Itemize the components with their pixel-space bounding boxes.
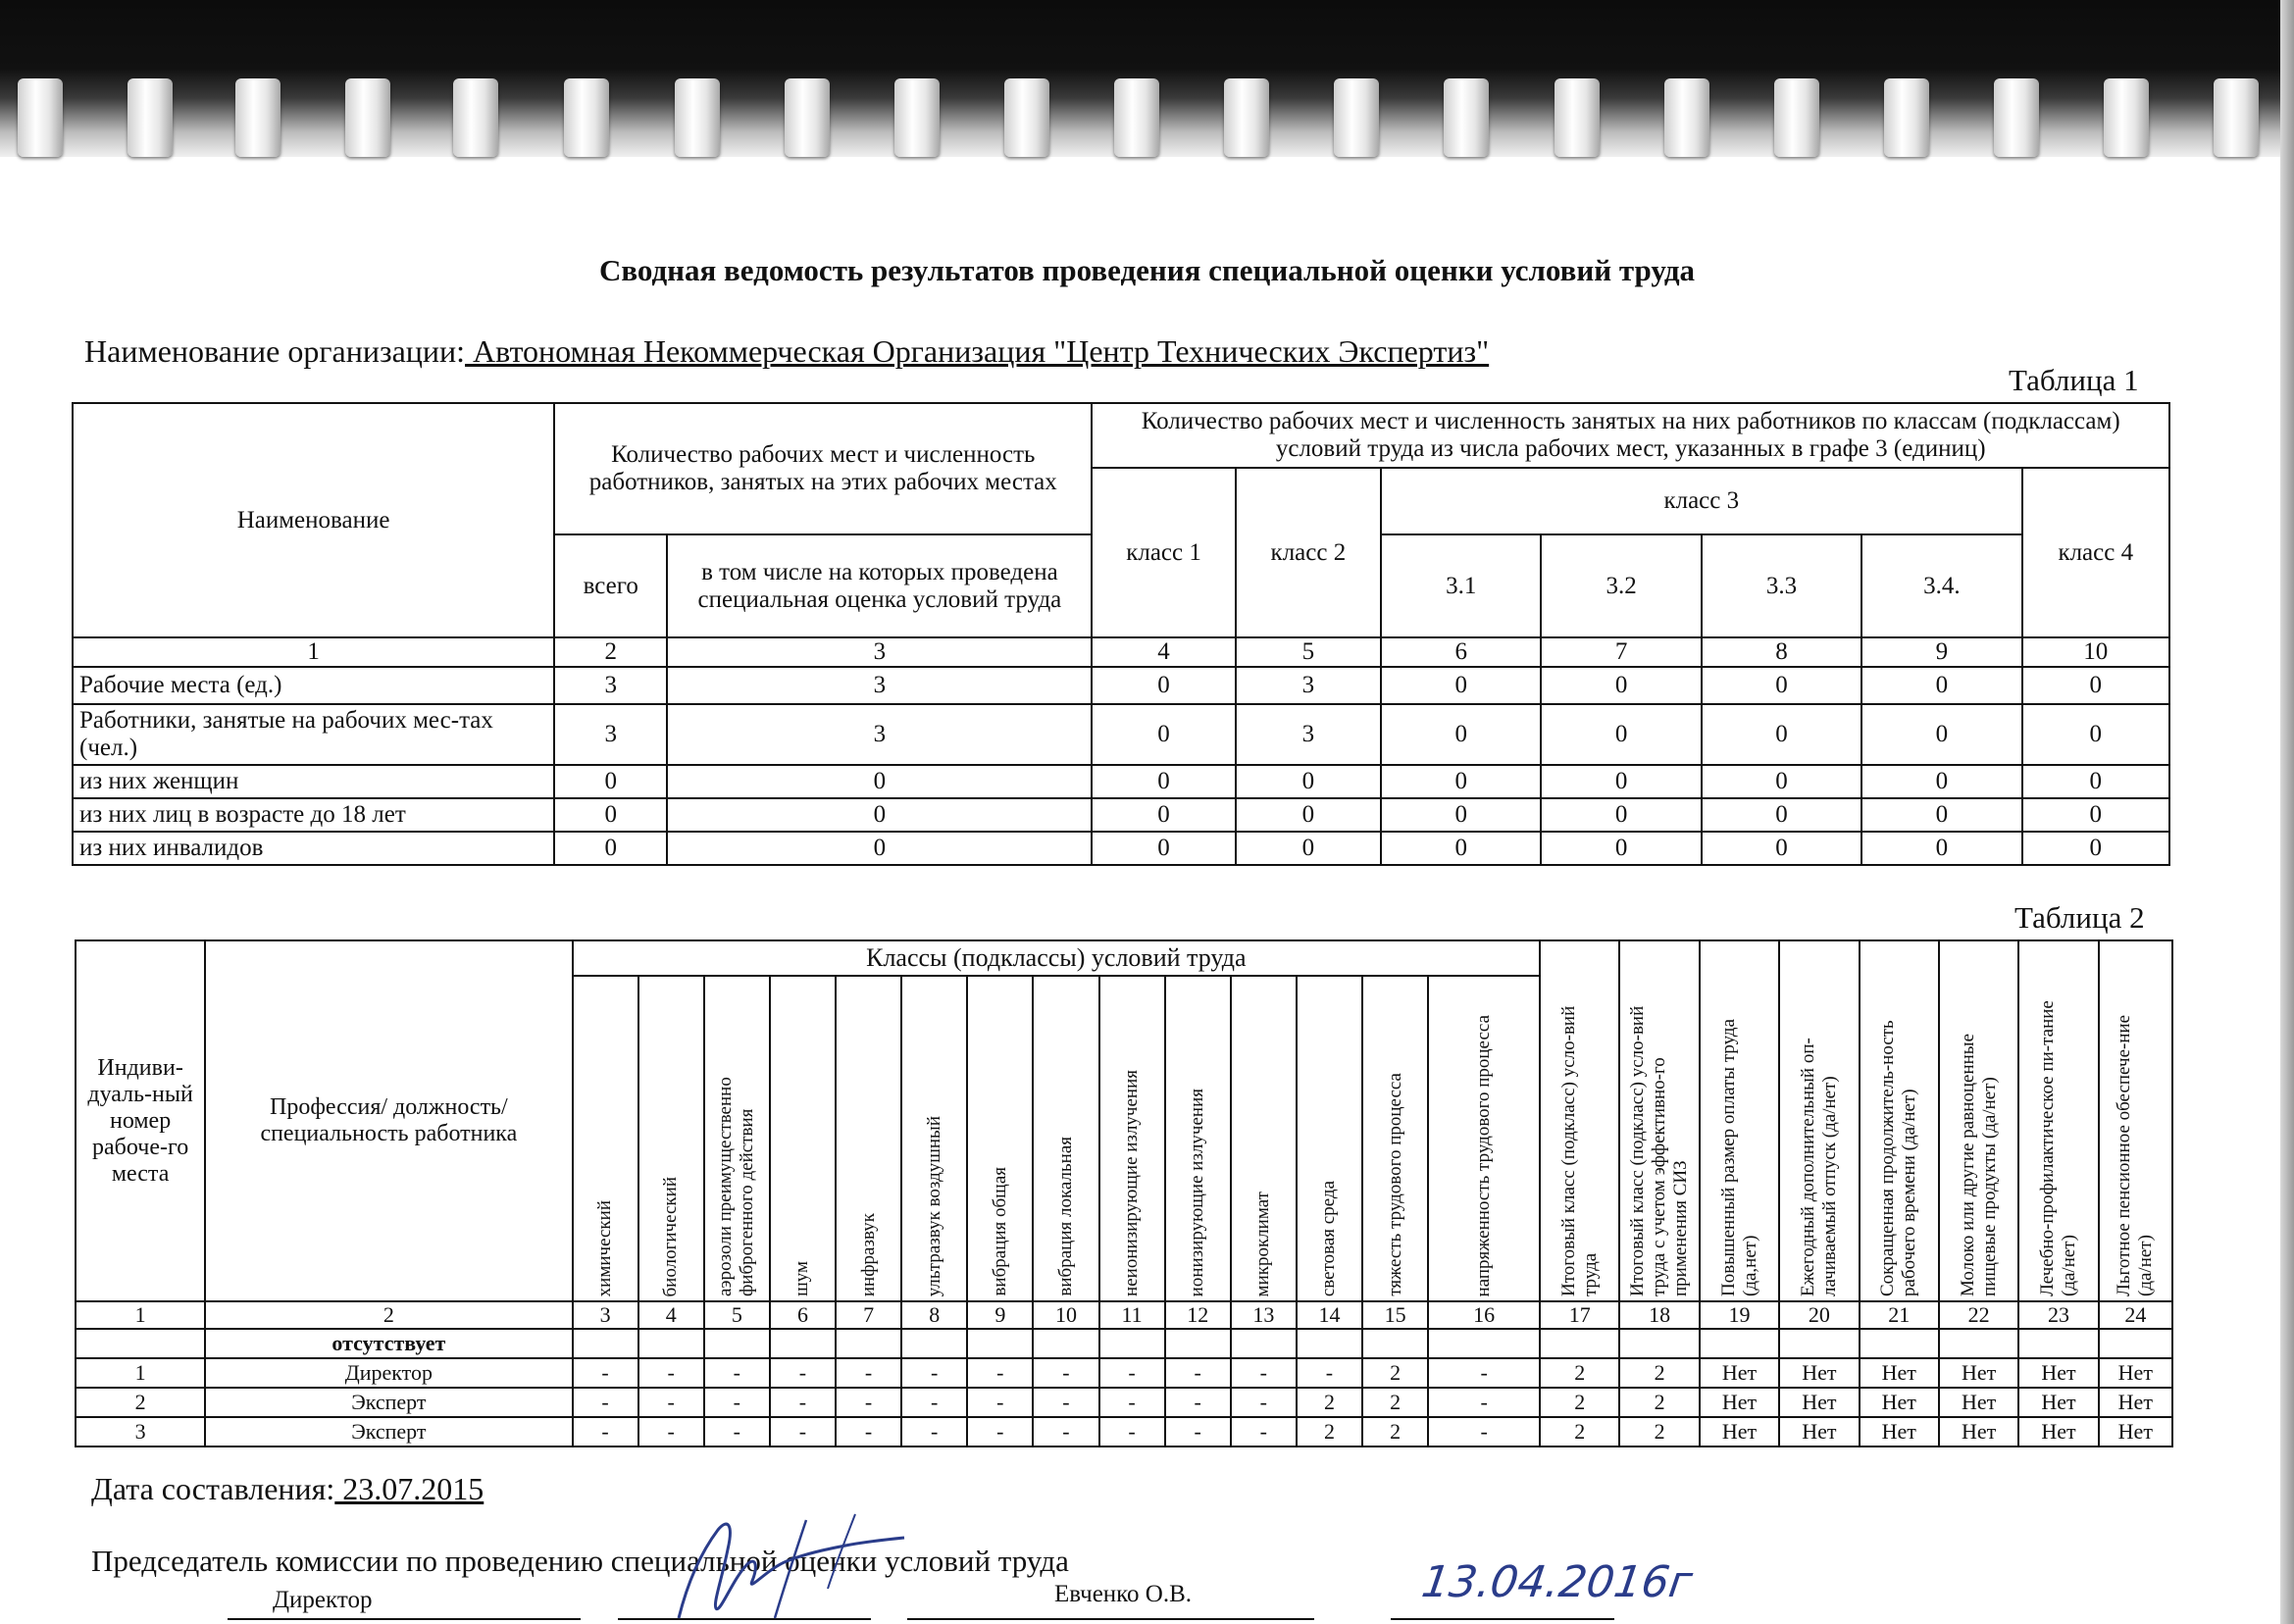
binder-ring	[453, 78, 498, 157]
t2-col-number: 10	[1033, 1301, 1098, 1329]
chair-label: Председатель комиссии по проведению специальной оценки условий труда	[91, 1544, 1069, 1578]
t1-header-name: Наименование	[73, 403, 554, 637]
t2-factor-label: вибрация локальная	[1054, 1137, 1076, 1296]
t2-cell: -	[1231, 1358, 1297, 1388]
t1-cell: 0	[1236, 832, 1381, 865]
t2-header-result	[2018, 940, 2098, 1301]
t2-cell: -	[1297, 1358, 1362, 1388]
t2-factor-header	[1362, 976, 1428, 1301]
name-line	[907, 1618, 1314, 1620]
t1-header-classes-group: Количество рабочих мест и численность занятых на них работников по классам (подклассам) условий труда из числа рабочих мест, указанных в графе 3 (единиц)	[1092, 403, 2169, 468]
t1-col-number: 1	[73, 637, 554, 667]
t2-cell	[770, 1329, 836, 1358]
workplaces-table	[75, 939, 2173, 1447]
t1-cell: 0	[667, 798, 1092, 832]
t1-cell: 0	[1381, 704, 1541, 765]
t2-cell: -	[1428, 1417, 1540, 1446]
binder-ring	[1774, 78, 1819, 157]
binder-ring	[1994, 78, 2039, 157]
summary-table	[72, 402, 2170, 866]
t2-cell: 2	[1540, 1358, 1619, 1388]
t2-cell: Нет	[1779, 1388, 1859, 1417]
t2-factor-label: световая среда	[1318, 1180, 1340, 1296]
t2-factor-header	[638, 976, 704, 1301]
t2-col-number: 8	[901, 1301, 967, 1329]
t2-cell: 2	[1362, 1358, 1428, 1388]
t2-cell: -	[967, 1358, 1033, 1388]
t2-factor-header	[836, 976, 901, 1301]
t2-col-number: 12	[1165, 1301, 1231, 1329]
t2-cell: -	[1231, 1417, 1297, 1446]
t2-result-header: Молоко или другие равноценные пищевые продукты (да/нет)	[1957, 1033, 2000, 1296]
t2-factor-header	[573, 976, 638, 1301]
t1-cell: 0	[1381, 765, 1541, 798]
t2-cell: -	[573, 1358, 638, 1388]
t2-cell	[1700, 1329, 1779, 1358]
t2-result-header: Лечебно-профилактическое пи-тание (да/нет)	[2036, 1000, 2079, 1296]
t1-cell: 0	[1702, 704, 1861, 765]
t2-cell: Нет	[1939, 1358, 2018, 1388]
t1-col-number: 10	[2022, 637, 2169, 667]
t2-cell: -	[1033, 1358, 1098, 1388]
binder-ring	[1224, 78, 1269, 157]
t2-cell: -	[1231, 1388, 1297, 1417]
t2-cell: 2	[1297, 1417, 1362, 1446]
t2-col-number: 6	[770, 1301, 836, 1329]
t2-cell	[76, 1329, 205, 1358]
t2-col-number: 14	[1297, 1301, 1362, 1329]
handwritten-date: 13.04.2016г	[1418, 1557, 1696, 1607]
t2-cell	[2018, 1329, 2098, 1358]
handwritten-signature	[659, 1510, 953, 1624]
t1-cell: 0	[2022, 765, 2169, 798]
t2-result-header: Повышенный размер оплаты труда (да,нет)	[1717, 1018, 1760, 1296]
t1-cell: 0	[554, 798, 667, 832]
t1-cell: 0	[1092, 832, 1235, 865]
t2-col-number: 16	[1428, 1301, 1540, 1329]
t2-factor-header	[901, 976, 967, 1301]
t2-header-result	[1700, 940, 1779, 1301]
t2-cell	[1165, 1329, 1231, 1358]
t1-cell: 0	[2022, 704, 2169, 765]
t2-header-result	[1619, 940, 1699, 1301]
t1-cell: 3	[554, 704, 667, 765]
t2-cell: 2	[1362, 1388, 1428, 1417]
t2-factor-header	[1297, 976, 1362, 1301]
t2-workplace-no: 1	[76, 1358, 205, 1388]
t2-cell: -	[770, 1358, 836, 1388]
t2-cell: Нет	[1779, 1358, 1859, 1388]
t1-cell: 0	[1236, 765, 1381, 798]
t1-header-total: всего	[554, 534, 667, 637]
t2-cell: -	[573, 1388, 638, 1417]
t2-cell	[2099, 1329, 2172, 1358]
t2-cell: -	[1033, 1388, 1098, 1417]
t1-cell: 0	[1381, 667, 1541, 704]
t1-cell: 0	[2022, 667, 2169, 704]
binder-ring	[1884, 78, 1929, 157]
t2-col-number: 1	[76, 1301, 205, 1329]
signer-name: Евченко О.В.	[1054, 1581, 1193, 1607]
table2-caption: Таблица 2	[2014, 900, 2145, 935]
t2-col-number: 20	[1779, 1301, 1859, 1329]
t2-col-number: 17	[1540, 1301, 1619, 1329]
date-value: 23.07.2015	[334, 1471, 484, 1506]
t1-cell: 0	[1092, 798, 1235, 832]
t2-cell: -	[967, 1388, 1033, 1417]
t2-cell	[836, 1329, 901, 1358]
t2-factor-header	[1033, 976, 1098, 1301]
t2-factor-header	[1231, 976, 1297, 1301]
t1-header-sub33: 3.3	[1702, 534, 1861, 637]
t2-cell: 2	[1619, 1388, 1699, 1417]
t2-cell: -	[704, 1358, 770, 1388]
t2-cell: -	[638, 1358, 704, 1388]
t2-cell: Нет	[2018, 1417, 2098, 1446]
t1-row-workers	[73, 704, 2169, 765]
t1-header-class3: класс 3	[1381, 468, 2022, 534]
t2-factor-label: химический	[594, 1199, 616, 1296]
t2-cell: -	[901, 1388, 967, 1417]
t2-cell	[1297, 1329, 1362, 1358]
t2-header-result	[1860, 940, 1939, 1301]
t1-cell: 0	[2022, 832, 2169, 865]
t2-cell: -	[901, 1358, 967, 1388]
t1-cell: 3	[667, 704, 1092, 765]
t1-row-label: из них лиц в возрасте до 18 лет	[73, 798, 554, 832]
t2-header-workplace-no: Индиви-дуаль-ный номер рабоче-го места	[76, 940, 205, 1301]
signer-position: Директор	[273, 1587, 373, 1613]
t1-cell: 0	[1381, 798, 1541, 832]
t1-cell: 0	[1861, 832, 2021, 865]
t1-col-number: 9	[1861, 637, 2021, 667]
t2-cell: 2	[1540, 1417, 1619, 1446]
binder-ring	[127, 78, 173, 157]
t2-cell: -	[1033, 1417, 1098, 1446]
t1-cell: 0	[1541, 765, 1701, 798]
t1-cell: 0	[1541, 832, 1701, 865]
t2-factor-label: вибрация общая	[989, 1167, 1010, 1296]
t2-profession: Эксперт	[205, 1388, 572, 1417]
t1-cell: 0	[1541, 667, 1701, 704]
t1-cell: 3	[1236, 704, 1381, 765]
t2-cell	[638, 1329, 704, 1358]
t2-cell: Нет	[2099, 1358, 2172, 1388]
t1-header-class1: класс 1	[1092, 468, 1235, 637]
t2-factor-header	[1099, 976, 1165, 1301]
t2-cell: -	[1428, 1358, 1540, 1388]
t1-cell: 0	[1092, 667, 1235, 704]
t2-cell: -	[704, 1417, 770, 1446]
t2-col-number: 18	[1619, 1301, 1699, 1329]
t1-cell: 0	[1702, 798, 1861, 832]
t2-row	[76, 1417, 2172, 1446]
t2-factor-label: напряженность трудового процесса	[1473, 1014, 1495, 1296]
t2-cell	[704, 1329, 770, 1358]
t2-cell: -	[704, 1388, 770, 1417]
t2-cell: Нет	[1700, 1417, 1779, 1446]
t2-factor-header	[1165, 976, 1231, 1301]
t2-cell	[901, 1329, 967, 1358]
binder-ring	[18, 78, 63, 157]
t2-col-number: 23	[2018, 1301, 2098, 1329]
t2-profession: Эксперт	[205, 1417, 572, 1446]
t1-cell: 0	[1861, 667, 2021, 704]
t1-col-number: 6	[1381, 637, 1541, 667]
t1-cell: 0	[1541, 704, 1701, 765]
t1-col-number: 5	[1236, 637, 1381, 667]
t2-factor-label: микроклимат	[1252, 1191, 1274, 1296]
t1-cell: 0	[1541, 798, 1701, 832]
t2-cell: -	[1165, 1358, 1231, 1388]
t1-cell: 0	[1702, 667, 1861, 704]
t2-cell: -	[1165, 1417, 1231, 1446]
t1-row-disabled	[73, 832, 2169, 865]
binder-ring	[1004, 78, 1049, 157]
t2-col-number: 7	[836, 1301, 901, 1329]
t1-row-workplaces	[73, 667, 2169, 704]
binder-ring	[785, 78, 830, 157]
t1-cell: 0	[1861, 704, 2021, 765]
t2-col-number: 5	[704, 1301, 770, 1329]
binder-ring	[1555, 78, 1600, 157]
t1-col-number: 7	[1541, 637, 1701, 667]
t2-factor-header	[770, 976, 836, 1301]
t2-cell	[1939, 1329, 2018, 1358]
t2-cell: Нет	[1939, 1417, 2018, 1446]
t2-col-number: 2	[205, 1301, 572, 1329]
table1-caption: Таблица 1	[2009, 363, 2139, 397]
organization-label: Наименование организации:	[84, 333, 466, 369]
t2-header-result	[1540, 940, 1619, 1301]
t2-workplace-no: 2	[76, 1388, 205, 1417]
compilation-date	[91, 1471, 484, 1507]
t2-col-number: 11	[1099, 1301, 1165, 1329]
binder-ring	[345, 78, 390, 157]
t2-header-result	[2099, 940, 2172, 1301]
t2-cell: -	[836, 1388, 901, 1417]
t2-cell: -	[1099, 1358, 1165, 1388]
t1-cell: 0	[1381, 832, 1541, 865]
t1-col-number: 2	[554, 637, 667, 667]
page-edge	[2280, 0, 2294, 1624]
t2-cell: -	[967, 1417, 1033, 1446]
t2-cell: Нет	[2018, 1358, 2098, 1388]
t2-result-header: Ежегодный дополнительный оп-лачиваемый отпуск (да/нет)	[1797, 1038, 1840, 1296]
t1-row-label: Рабочие места (ед.)	[73, 667, 554, 704]
t1-col-number: 4	[1092, 637, 1235, 667]
t1-cell: 0	[1861, 765, 2021, 798]
t2-cell	[1362, 1329, 1428, 1358]
binder-ring	[894, 78, 940, 157]
t1-row-under18	[73, 798, 2169, 832]
position-line	[228, 1618, 581, 1620]
t1-cell: 0	[1092, 704, 1235, 765]
binder-ring	[675, 78, 720, 157]
t2-factor-label: биологический	[660, 1176, 682, 1296]
binder-ring	[2104, 78, 2149, 157]
t2-cell	[967, 1329, 1033, 1358]
t1-cell: 0	[2022, 798, 2169, 832]
t2-header-result	[1779, 940, 1859, 1301]
t2-header-classes-group: Классы (подклассы) условий труда	[573, 940, 1541, 976]
t1-column-numbers	[73, 637, 2169, 667]
t2-cell	[1099, 1329, 1165, 1358]
t1-header-count-group: Количество рабочих мест и численность работников, занятых на этих рабочих местах	[554, 403, 1092, 534]
t1-header-class2: класс 2	[1236, 468, 1381, 637]
t2-factor-label: тяжесть трудового процесса	[1384, 1073, 1405, 1296]
t2-cell	[1860, 1329, 1939, 1358]
t2-cell: -	[770, 1417, 836, 1446]
t2-factor-label: ионизирующие излучения	[1187, 1088, 1208, 1296]
t1-cell: 0	[1702, 765, 1861, 798]
t2-result-header: Итоговый класс (подкласс) усло-вий труда с учетом эффективно-го применения СИЗ	[1627, 1005, 1692, 1296]
t2-factor-header	[967, 976, 1033, 1301]
t1-header-sub34: 3.4.	[1861, 534, 2021, 637]
date-line	[1391, 1618, 1614, 1620]
t1-header-class4: класс 4	[2022, 468, 2169, 637]
t2-cell: 2	[1362, 1417, 1428, 1446]
t1-cell: 0	[1092, 765, 1235, 798]
t2-cell: -	[770, 1388, 836, 1417]
binder-ring	[1664, 78, 1709, 157]
t2-result-header: Льготное пенсионное обеспече-ние (да/нет)	[2114, 1014, 2157, 1296]
t1-cell: 3	[554, 667, 667, 704]
t2-col-number: 13	[1231, 1301, 1297, 1329]
t1-header-sub32: 3.2	[1541, 534, 1701, 637]
binder-ring	[2214, 78, 2259, 157]
t2-column-numbers	[76, 1301, 2172, 1329]
t2-cell: Нет	[1700, 1388, 1779, 1417]
t1-cell: 0	[667, 765, 1092, 798]
date-label: Дата составления:	[91, 1471, 335, 1506]
t2-cell: Нет	[1700, 1358, 1779, 1388]
t1-row-label: Работники, занятые на рабочих мес-тах (чел.)	[73, 704, 554, 765]
t2-col-number: 19	[1700, 1301, 1779, 1329]
t2-cell: Нет	[1860, 1358, 1939, 1388]
t2-cell: -	[573, 1417, 638, 1446]
t2-cell: Нет	[1860, 1417, 1939, 1446]
t2-factor-label: неионизирующие излучения	[1121, 1070, 1143, 1296]
t1-row-women	[73, 765, 2169, 798]
binder-ring	[235, 78, 280, 157]
t1-row-label: из них женщин	[73, 765, 554, 798]
t2-cell: -	[1428, 1388, 1540, 1417]
t1-cell: 3	[667, 667, 1092, 704]
t2-col-number: 21	[1860, 1301, 1939, 1329]
t1-cell: 0	[1236, 798, 1381, 832]
t1-cell: 0	[667, 832, 1092, 865]
t2-row	[76, 1388, 2172, 1417]
t1-cell: 0	[1861, 798, 2021, 832]
t2-cell: Нет	[2018, 1388, 2098, 1417]
t2-cell: -	[1099, 1388, 1165, 1417]
t2-cell: -	[836, 1358, 901, 1388]
t2-cell: 2	[1619, 1417, 1699, 1446]
t2-cell: 2	[1540, 1388, 1619, 1417]
t2-col-number: 22	[1939, 1301, 2018, 1329]
t2-cell: -	[901, 1417, 967, 1446]
t2-cell: Нет	[1779, 1417, 1859, 1446]
binder-ring	[1114, 78, 1159, 157]
t2-header-profession: Профессия/ должность/ специальность работника	[205, 940, 572, 1301]
t2-cell	[573, 1329, 638, 1358]
t1-header-sub31: 3.1	[1381, 534, 1541, 637]
document-title: Сводная ведомость результатов проведения специальной оценки условий труда	[598, 253, 1696, 287]
t1-header-assessed: в том числе на которых проведена специальная оценка условий труда	[667, 534, 1092, 637]
t1-cell: 3	[1236, 667, 1381, 704]
binder-ring	[1334, 78, 1379, 157]
t2-cell: -	[638, 1388, 704, 1417]
binder-ring	[1444, 78, 1489, 157]
t2-section-label: отсутствует	[205, 1329, 572, 1358]
t2-factor-label: шум	[791, 1261, 813, 1296]
t2-col-number: 15	[1362, 1301, 1428, 1329]
t2-cell	[1033, 1329, 1098, 1358]
t2-cell: -	[638, 1417, 704, 1446]
t2-col-number: 24	[2099, 1301, 2172, 1329]
t2-factor-header	[1428, 976, 1540, 1301]
t2-cell	[1428, 1329, 1540, 1358]
organization-line	[84, 333, 1489, 370]
t1-cell: 0	[554, 832, 667, 865]
organization-value: Автономная Некоммерческая Организация "Центр Технических Экспертиз"	[465, 333, 1490, 369]
t2-factor-header	[704, 976, 770, 1301]
t2-header-result	[1939, 940, 2018, 1301]
t1-col-number: 8	[1702, 637, 1861, 667]
t2-workplace-no: 3	[76, 1417, 205, 1446]
t2-cell: Нет	[2099, 1388, 2172, 1417]
t2-cell: -	[836, 1417, 901, 1446]
t2-cell	[1540, 1329, 1619, 1358]
t1-cell: 0	[1702, 832, 1861, 865]
t2-profession: Директор	[205, 1358, 572, 1388]
t2-cell	[1779, 1329, 1859, 1358]
t2-cell: Нет	[1939, 1388, 2018, 1417]
t2-row	[76, 1358, 2172, 1388]
t2-cell: Нет	[2099, 1417, 2172, 1446]
t2-cell: Нет	[1860, 1388, 1939, 1417]
t2-cell: -	[1099, 1417, 1165, 1446]
t1-col-number: 3	[667, 637, 1092, 667]
t2-section-row	[76, 1329, 2172, 1358]
t2-factor-label: аэрозоли преимущественно фиброгенного действия	[715, 1077, 758, 1296]
t2-cell	[1619, 1329, 1699, 1358]
t2-cell: 2	[1297, 1388, 1362, 1417]
t2-cell	[1231, 1329, 1297, 1358]
t2-cell: 2	[1619, 1358, 1699, 1388]
binder-ring	[564, 78, 609, 157]
t1-row-label: из них инвалидов	[73, 832, 554, 865]
t2-col-number: 4	[638, 1301, 704, 1329]
t2-result-header: Сокращенная продолжитель-ность рабочего времени (да/нет)	[1877, 1020, 1920, 1296]
t2-result-header: Итоговый класс (подкласс) усло-вий труда	[1557, 1005, 1601, 1296]
t2-factor-label: ультразвук воздушный	[923, 1115, 944, 1296]
t1-cell: 0	[554, 765, 667, 798]
t2-col-number: 9	[967, 1301, 1033, 1329]
t2-col-number: 3	[573, 1301, 638, 1329]
t2-factor-label: инфразвук	[857, 1212, 879, 1296]
t2-cell: -	[1165, 1388, 1231, 1417]
